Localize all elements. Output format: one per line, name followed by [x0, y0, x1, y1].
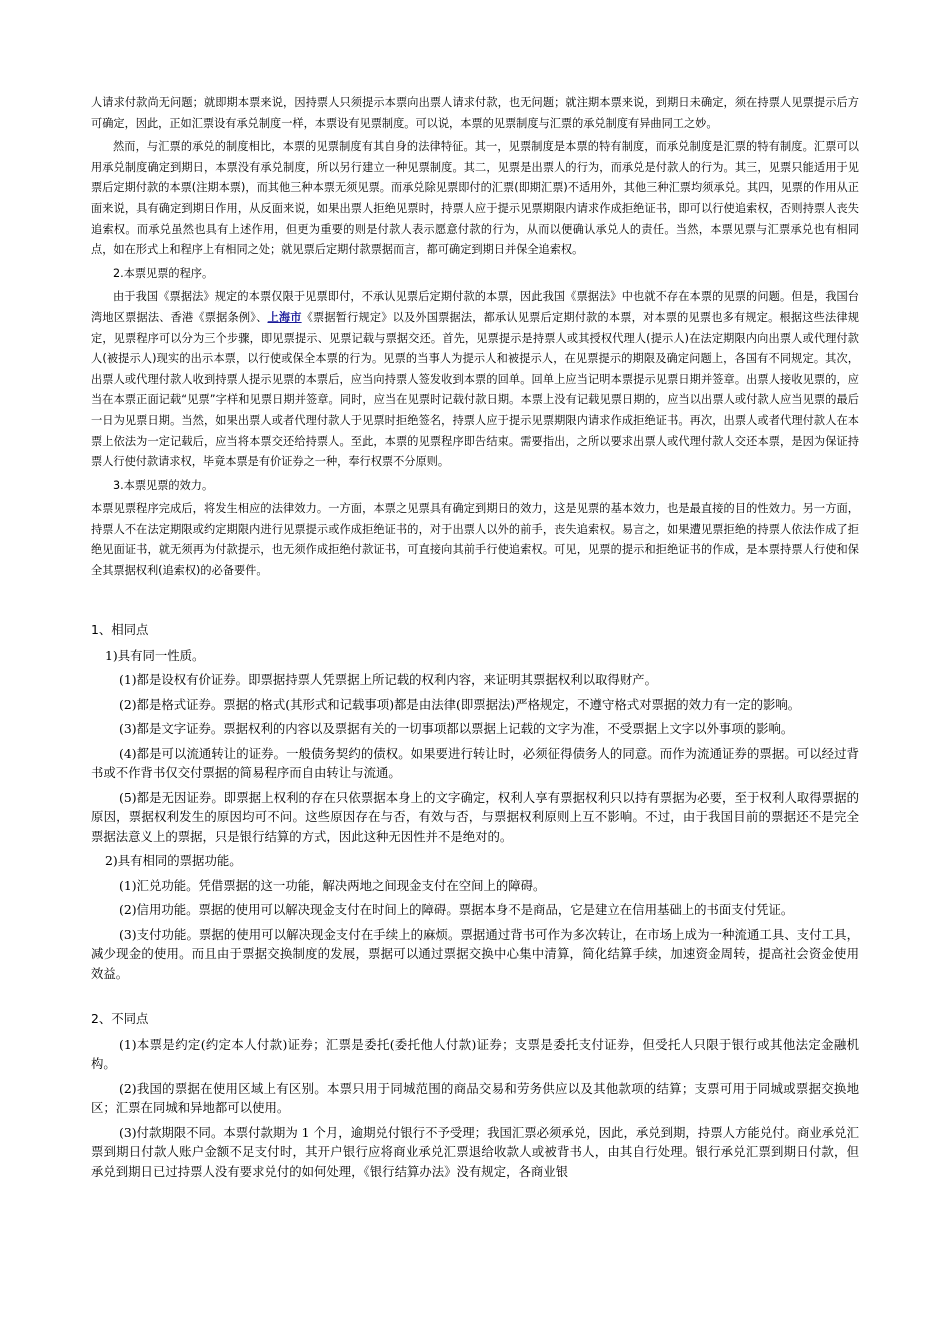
shanghai-link[interactable]: 上海市 — [267, 310, 302, 324]
heading-differences: 2、不同点 — [91, 1011, 149, 1026]
list-item: (1)本票是约定(约定本人付款)证券；汇票是委托(委托他人付款)证券；支票是委托支付证券，但受托人只限于银行或其他法定金融机构。 — [91, 1036, 859, 1071]
heading-effect: 3.本票见票的效力。 — [113, 478, 214, 492]
list-item: (3)支付功能。票据的使用可以解决现金支付在手续上的麻烦。票据通过背书可作为多次转让，在市场上成为一种流通工具、支付工具，减少现金的使用。而且由于票据交换制度的发展，票据可以通过票据交换中心集中清算，简化结算手续，加速资金周转，提高社会资金使用效益。 — [91, 926, 859, 981]
list-item: (2)信用功能。票据的使用可以解决现金支付在时间上的障碍。票据本身不是商品，它是建立在信用基础上的书面支付凭证。 — [119, 902, 794, 917]
list-item: (5)都是无因证券。即票据上权利的存在只依票据本身上的文字确定，权利人享有票据权利只以持有票据为必要，至于权利人取得票据的原因，票据权利发生的原因均可不问。这些原因存在与否，有效与否，与票据权利原则上互不影响。不过，由于我国目前的票据还不是完全票据法意义上的票据，只是银行结算的方式，因此这种无因性并不是绝对的。 — [91, 789, 859, 844]
heading-procedure: 2.本票见票的程序。 — [113, 266, 214, 280]
list-item: (2)都是格式证券。票据的格式(其形式和记载事项)都是由法律(即票据法)严格规定，不遵守格式对票据的效力有一定的影响。 — [119, 696, 801, 712]
subheading-same-nature: 1)具有同一性质。 — [105, 647, 205, 663]
heading-similarities: 1、相同点 — [91, 622, 149, 637]
list-item: (3)都是文字证券。票据权利的内容以及票据有关的一切事项都以票据上记载的文字为准，不受票据上文字以外事项的影响。 — [119, 721, 794, 736]
list-item: (1)汇兑功能。凭借票据的这一功能，解决两地之间现金支付在空间上的障碍。 — [119, 877, 546, 893]
section-comparison — [91, 620, 859, 1186]
list-item: (4)都是可以流通转让的证券。一般债务契约的债权。如果要进行转让时，必须征得债务人的同意。而作为流通证券的票据。可以经过背书或不作背书仅交付票据的简易程序而自由转让与流通。 — [91, 745, 859, 780]
paragraph-continued: 人请求付款尚无问题；就即期本票来说，因持票人只须提示本票向出票人请求付款，也无问题；就注期本票来说，到期日未确定，须在持票人见票提示后方可确定，因此，正如汇票设有承兑制度一样，本票设有见票制度。可以说，本票的见票制度与汇票的承兑制度有异曲同工之妙。 — [91, 96, 859, 130]
subheading-same-functions: 2)具有相同的票据功能。 — [105, 853, 242, 868]
paragraph-procedure — [91, 287, 859, 472]
list-item: (1)都是设权有价证券。即票据持票人凭票据上所记载的权利内容，来证明其票据权利以取得财产。 — [119, 672, 657, 687]
list-item: (2)我国的票据在使用区域上有区别。本票只用于同城范围的商品交易和劳务供应以及其他款项的结算；支票可用于同城或票据交换地区；汇票在同城和异地都可以使用。 — [91, 1080, 859, 1115]
list-item: (3)付款期限不同。本票付款期为 1 个月，逾期兑付银行不予受理；我国汇票必须承兑，因此，承兑到期，持票人方能兑付。商业承兑汇票到期日付款人账户金额不足支付时，其开户银行应将商业承兑汇票退给收款人或被背书人，由其自行处理。银行承兑汇票到期日付款，但承兑到期日已过持票人没有要求兑付的如何处理，《银行结算办法》没有规定，各商业银 — [91, 1124, 859, 1179]
paragraph-comparison: 然而，与汇票的承兑的制度相比，本票的见票制度有其自身的法律特征。其一，见票制度是本票的特有制度，而承兑制度是汇票的特有制度。汇票可以用承兑制度确定到期日，本票没有承兑制度，所以另行建立一种见票制度。其二，见票是出票人的行为，而承兑是付款人的行为。其三，见票只能适用于见票后定期付款的本票(注期本票)，而其他三种本票无须见票。而承兑除见票即付的汇票(即期汇票)不适用外，其他三种汇票均须承兑。其四，见票的作用从正面来说，具有确定到期日作用，从反面来说，如果出票人拒绝见票时，持票人应于提示见票期限内请求作成拒绝证书，即可以行使追索权，否则持票人丧失追索权。而承兑虽然也具有上述作用，但更为重要的则是付款人表示愿意付款的行为，从而以便确认承兑人的责任。当然，本票见票与汇票承兑也有相同点，如在形式上和程序上有相同之处；就见票后定期付款票据而言，都可确定到期日并保全追索权。 — [91, 140, 859, 257]
paragraph-effect: 本票见票程序完成后，将发生相应的法律效力。一方面，本票之见票具有确定到期日的效力，这是见票的基本效力，也是最直接的目的性效力。另一方面，持票人不在法定期限或约定期限内进行见票提示或作成拒绝证书的，对于出票人以外的前手，丧失追索权。易言之，如果遭见票拒绝的持票人依法作成了拒绝见面证书，就无须再为付款提示，也无须作成拒绝付款证书，可直接向其前手行使追索权。可见，见票的提示和拒绝证书的作成，是本票持票人行使和保全其票据权利(追索权)的必备要件。 — [91, 502, 859, 578]
procedure-text-a: 由于我国《票据法》规定的本票仅限于见票即付，不承认见票后定期付款的本票，因此我国《票据法》中也就不存在本票的见票的问题。但是，我国台湾地区票据法、香港《票据条例》、 — [91, 290, 859, 324]
section-promissory-note-presentment — [91, 93, 859, 582]
procedure-text-b: 《票据暂行规定》以及外国票据法，都承认见票后定期付款的本票，对本票的见票也多有规定。根据这些法律规定，见票程序可以分为三个步骤，即见票提示、见票记载与票据交还。首先，见票提示是持票人或其授权代理人(提示人)在法定期限内向出票人或代理付款人(被提示人)现实的出示本票，以行使或保全本票的行为。见票的当事人为提示人和被提示人，在见票提示的期限及确定问题上，各国有不同规定。其次，出票人或代理付款人收到持票人提示见票的本票后，应当向持票人签发收到本票的回单。回单上应当记明本票提示见票日期并签章。出票人接收见票的，应当在本票正面记载“见票”字样和见票日期并签章。同时，应当在见票时记载付款日期。本票上没有记载见票日期的，应当以出票人或付款人应当见票的最后一日为见票日期。当然，如果出票人或者代理付款人于见票时拒绝签名，持票人应于提示见票期限内请求作成拒绝证书。再次，出票人或者代理付款人在本票上依法为一定记载后，应当将本票交还给持票人。至此，本票的见票程序即告结束。需要指出，之所以要求出票人或代理付款人交还本票，是因为保证持票人行使付款请求权，毕竟本票是有价证券之一种，奉行权票不分原则。 — [91, 310, 859, 469]
